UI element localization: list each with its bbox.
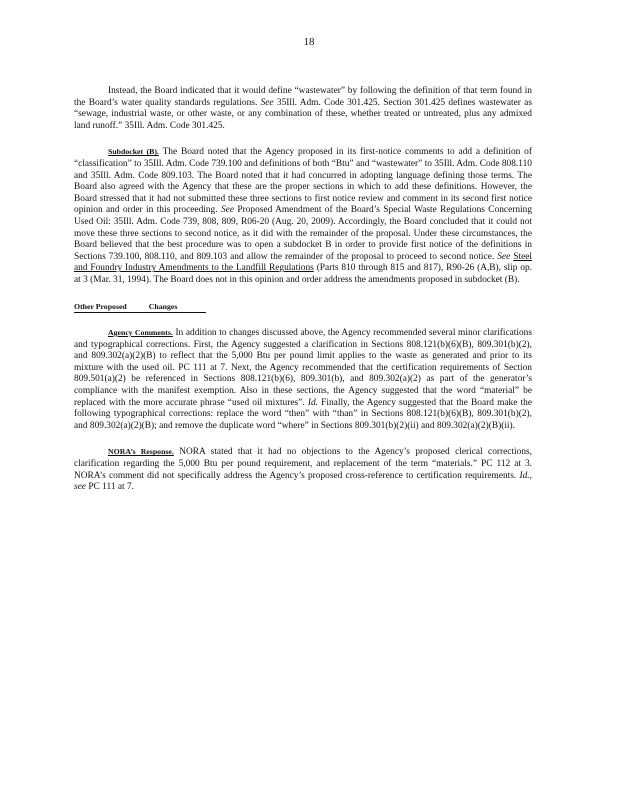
section-heading-other-proposed-changes [74,301,206,314]
paragraph-text: NORA stated that it had no objections to the Agency’s proposed clerical corrections, clarification regarding the 5,000 Btu per pound requirement, and replacement of the term “materials.” PC 112 at 3. NORA’s comment did not specifically address the Agency’s proposed cross-reference to certification requirements. [74,447,533,481]
subsection-label-agency-comments: Agency Comments. [108,328,173,338]
paragraph-text: PC 111 at 7. [88,482,134,493]
section-heading-part: Changes [148,301,178,311]
paragraph-wastewater-definition [74,86,532,132]
paragraph-text: Finally, the Agency suggested that the Board make the following typographical corrections: replace the word “then” with “than” in Sections 808.121(b)(6)(B), 809.301(b)(2), and 809.302(a)(2)(B); and remove the duplicate word “where” in Sections 809.301(b)(2)(ii) and 809.302(a)(2)(B)(ii). [74,397,533,431]
paragraph-text: Instead, the Board indicated that it would define “wastewater” by following the definition of that term found in the Board’s water quality standards regulations. [74,86,532,108]
paragraph-text: In addition to changes discussed above, the Agency recommended several minor clarifications and typographical corrections. First, the Agency suggested a clarification in Sections 808.121(b)(6)(B), 809.301(b)(2), and 809.302(a)(2)(B) to reflect that the 5,000 Btu per pound limit applies to the waste as generated and prior to its mixture with the used oil. PC 111 at 7. Next, the Agency recommended that the certification requirements of Section 809.501(a)(2) be referenced in Sections 808.121(b)(6), 809.301(b), and 809.302(a)(2) as part of the generator’s compliance with the manifest exemption. Also in these sections, the Agency suggested that the word “material” be replaced with the more accurate phrase “used oil mixtures”. [74,328,533,408]
document-body [74,86,532,508]
page-number: 18 [303,36,315,48]
citation-signal: See [220,205,234,216]
paragraph-text: Proposed Amendment of the Board’s Special Waste Regulations Concerning Used Oil: 35Ill. Adm. Code 739, 808, 809, R06-20 (Aug. 20, 2009). Accordingly, the Board concluded that it could not move these three sections to second notice, as it did with the remainder of the proposal. Under these circumstances, the Board believed that the best procedure was to open a subdocket B in order to provide first notice of the definitions in Sections 739.100, 808.110, and 809.103 and allow the remainder of the proposal to proceed to second notice. [74,205,533,262]
subdocket-label: Subdocket (B). [108,147,159,157]
citation-signal: Id. [307,397,318,408]
subsection-label-nora-response: NORA’s Response. [108,447,174,457]
paragraph-agency-comments [74,327,532,432]
case-citation: Steel and Foundry Industry Amendments to the Landfill Regulations [74,251,532,274]
citation-signal: See [497,251,511,262]
citation-signal: See [260,97,274,108]
paragraph-text: (Parts 810 through 815 and 817), R90-26 (A,B), slip op. at 3 (Mar. 31, 1994). The Board does not in this opinion and order address the amendments proposed in subdocket (B). [74,263,533,285]
paragraph-nora-response [74,446,532,493]
paragraph-text: 35Ill. Adm. Code 301.425. Section 301.425 defines wastewater as “sewage, industrial waste, or other waste, or any combination of these, whether treated or untreated, plus any admixed land runoff.” 35Ill. Adm. Code 301.425. [74,97,532,131]
paragraph-subdocket-b [74,146,532,286]
paragraph-text: The Board noted that the Agency proposed in its first-notice comments to add a definition of “classification” to 35Ill. Adm. Code 739.100 and definitions of both “Btu” and “wastewater” to 35Ill. Adm. Code 808.110 and 35Ill. Adm. Code 809.103. The Board noted that it had concurred in adopting language defining those terms. The Board also agreed with the Agency that these are the proper sections in which to add these definitions. However, the Board stressed that it had not submitted these three sections to first notice review and comment in its second first notice opinion and order in this proceeding. [74,147,532,216]
citation-signal: Id., see [74,470,532,493]
section-heading-part: Other Proposed [74,301,127,311]
